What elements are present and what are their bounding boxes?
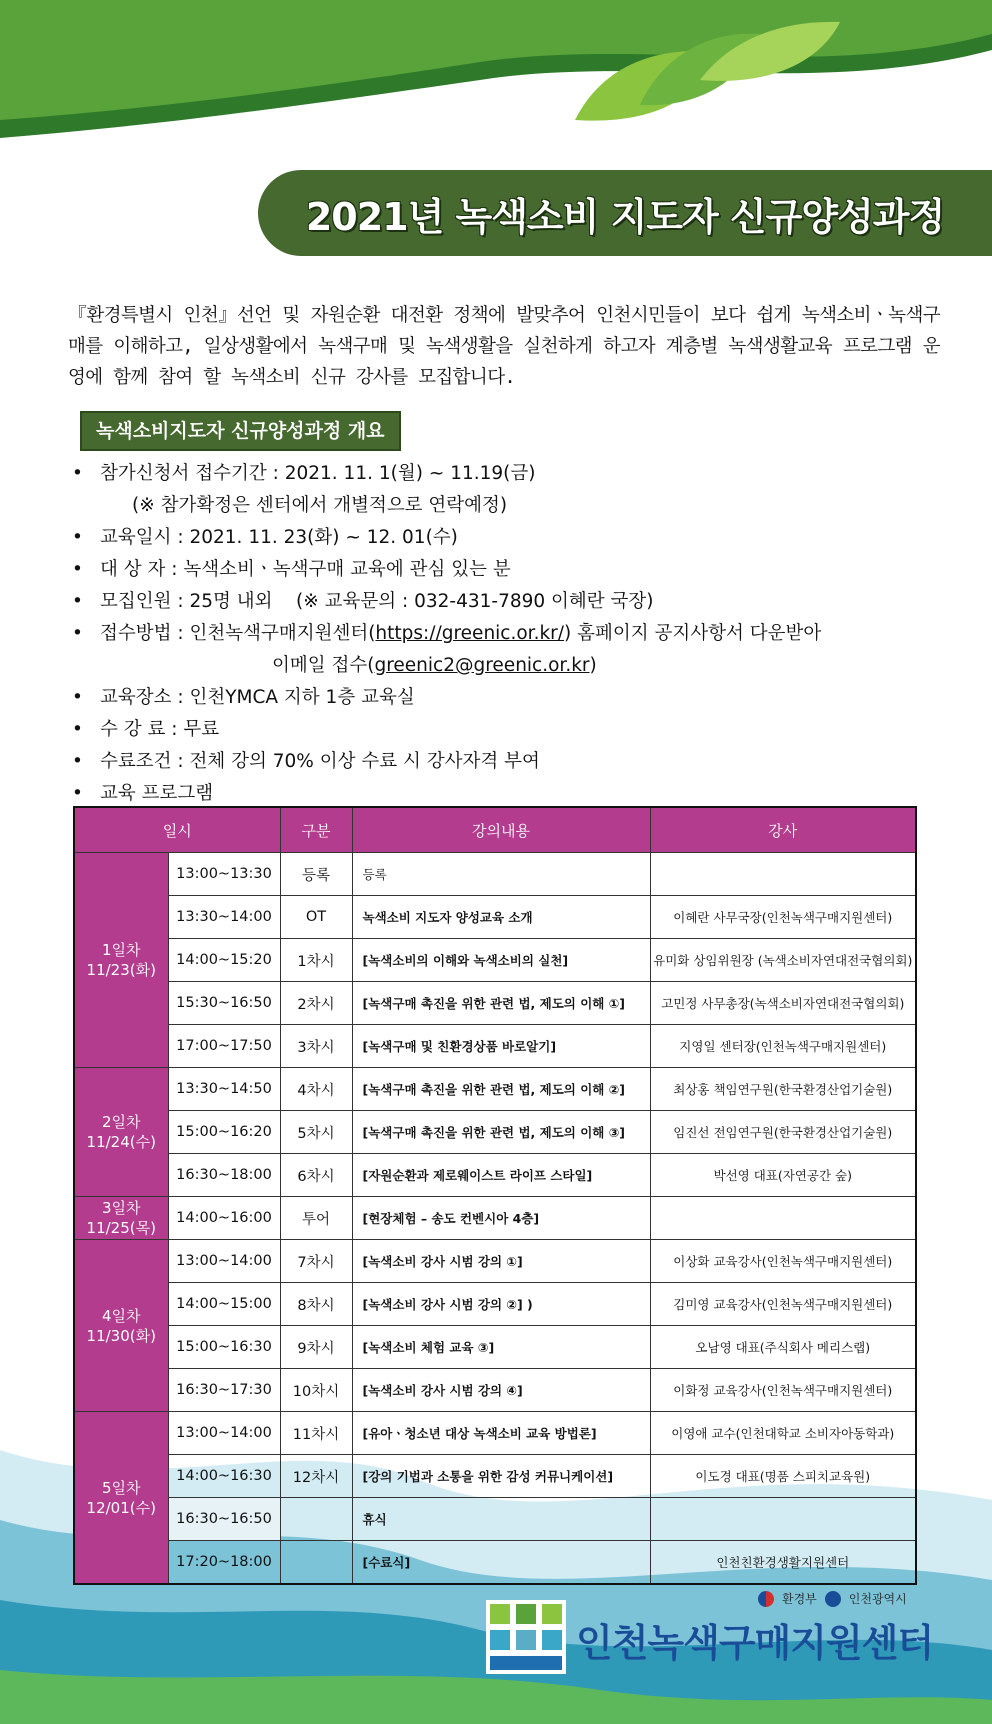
content-cell: 휴식 bbox=[352, 1498, 650, 1541]
email-suffix: ) bbox=[589, 655, 597, 676]
apply-period: 참가신청서 접수기간 : 2021. 11. 1(월) ~ 11.19(금) bbox=[100, 463, 536, 484]
content-cell: [녹색구매 촉진을 위한 관련 법, 제도의 이해 ②] bbox=[352, 1068, 650, 1111]
table-row bbox=[74, 1111, 916, 1154]
completion: 수료조건 : 전체 강의 70% 이상 수료 시 강사자격 부여 bbox=[100, 751, 540, 772]
list-item bbox=[68, 522, 948, 554]
day-cell bbox=[74, 1068, 168, 1197]
day-cell bbox=[74, 1240, 168, 1412]
org-logo-icon bbox=[486, 1600, 566, 1674]
bullet-icon: • bbox=[72, 751, 83, 772]
content-cell: [녹색구매 및 친환경상품 바로알기] bbox=[352, 1025, 650, 1068]
session-cell: 2차시 bbox=[280, 982, 352, 1025]
email-prefix: 이메일 접수( bbox=[272, 655, 375, 676]
instructor-cell: 고민정 사무총장(녹색소비자연대전국협의회) bbox=[650, 982, 916, 1025]
time-cell: 13:00~14:00 bbox=[168, 1240, 280, 1283]
instructor-cell bbox=[650, 853, 916, 896]
day-cell bbox=[74, 1412, 168, 1585]
day-date: 11/30(화) bbox=[86, 1326, 156, 1345]
table-row bbox=[74, 1240, 916, 1283]
session-cell bbox=[280, 1541, 352, 1585]
partner-city: 인천광역시 bbox=[848, 1592, 907, 1606]
header-instructor: 강사 bbox=[650, 807, 916, 853]
day-label: 4일차 bbox=[101, 1306, 141, 1325]
time-cell: 14:00~16:30 bbox=[168, 1455, 280, 1498]
instructor-cell: 이도경 대표(명품 스피치교육원) bbox=[650, 1455, 916, 1498]
content-cell: 녹색소비 지도자 양성교육 소개 bbox=[352, 896, 650, 939]
instructor-cell: 지영일 센터장(인천녹색구매지원센터) bbox=[650, 1025, 916, 1068]
content-cell: [녹색소비의 이해와 녹색소비의 실천] bbox=[352, 939, 650, 982]
content-cell: [녹색소비 강사 시범 강의 ①] bbox=[352, 1240, 650, 1283]
time-cell: 13:00~14:00 bbox=[168, 1412, 280, 1455]
day-date: 11/23(화) bbox=[86, 961, 156, 979]
time-cell: 15:30~16:50 bbox=[168, 982, 280, 1025]
content-cell: [수료식] bbox=[352, 1541, 650, 1585]
content-cell: [자원순환과 제로웨이스트 라이프 스타일] bbox=[352, 1154, 650, 1197]
table-row bbox=[74, 1154, 916, 1197]
day-date: 12/01(수) bbox=[86, 1498, 156, 1517]
list-item bbox=[68, 618, 948, 682]
overview-heading: 녹색소비지도자 신규양성과정 개요 bbox=[80, 411, 401, 451]
time-cell: 14:00~16:00 bbox=[168, 1197, 280, 1240]
content-cell: [녹색구매 촉진을 위한 관련 법, 제도의 이해 ③] bbox=[352, 1111, 650, 1154]
instructor-cell: 최상홍 책임연구원(한국환경산업기술원) bbox=[650, 1068, 916, 1111]
list-item bbox=[68, 714, 948, 746]
instructor-cell: 인천친환경생활지원센터 bbox=[650, 1541, 916, 1585]
time-cell: 16:30~16:50 bbox=[168, 1498, 280, 1541]
table-row bbox=[74, 939, 916, 982]
session-cell: 7차시 bbox=[280, 1240, 352, 1283]
info-list bbox=[68, 458, 948, 810]
edu-date: 교육일시 : 2021. 11. 23(화) ~ 12. 01(수) bbox=[100, 527, 458, 548]
table-row bbox=[74, 1068, 916, 1111]
table-row bbox=[74, 1025, 916, 1068]
instructor-cell: 이혜란 사무국장(인천녹색구매지원센터) bbox=[650, 896, 916, 939]
table-row bbox=[74, 1498, 916, 1541]
table-row bbox=[74, 1369, 916, 1412]
day-date: 11/24(수) bbox=[86, 1133, 156, 1151]
instructor-cell: 오남영 대표(주식회사 메리스랩) bbox=[650, 1326, 916, 1369]
table-row bbox=[74, 1412, 916, 1455]
instructor-cell: 김미영 교육강사(인천녹색구매지원센터) bbox=[650, 1283, 916, 1326]
table-row bbox=[74, 1197, 916, 1240]
session-cell: 6차시 bbox=[280, 1154, 352, 1197]
instructor-cell: 이상화 교육강사(인천녹색구매지원센터) bbox=[650, 1240, 916, 1283]
session-cell bbox=[280, 1498, 352, 1541]
day-label: 5일차 bbox=[101, 1478, 141, 1497]
intro-paragraph: 『환경특별시 인천』선언 및 자원순환 대전환 정책에 발맞추어 인천시민들이 보다 쉽게 녹색소비ㆍ녹색구매를 이해하고, 일상생활에서 녹색구매 및 녹색생활을 실천하게 하고자 계층별 녹색생활교육 프로그램 운영에 함께 참여 할 녹색소비 신규 강사를 모집합니다. bbox=[68, 305, 940, 388]
instructor-cell: 박선영 대표(자연공간 숲) bbox=[650, 1154, 916, 1197]
bullet-icon: • bbox=[72, 527, 83, 548]
table-header-row bbox=[74, 807, 916, 853]
instructor-cell: 임진선 전임연구원(한국환경산업기술원) bbox=[650, 1111, 916, 1154]
day-cell bbox=[74, 853, 168, 1068]
taegeuk-icon bbox=[758, 1591, 774, 1607]
session-cell: 1차시 bbox=[280, 939, 352, 982]
content-cell: [현장체험 – 송도 컨벤시아 4층] bbox=[352, 1197, 650, 1240]
target: 대 상 자 : 녹색소비ㆍ녹색구매 교육에 관심 있는 분 bbox=[100, 559, 511, 580]
table-row bbox=[74, 982, 916, 1025]
method-suffix: ) 홈페이지 공지사항서 다운받아 bbox=[564, 623, 822, 644]
day-label: 2일차 bbox=[101, 1113, 141, 1131]
table-row bbox=[74, 1541, 916, 1585]
method-prefix: 접수방법 : 인천녹색구매지원센터( bbox=[100, 623, 376, 644]
apply-note: (※ 참가확정은 센터에서 개별적으로 연락예정) bbox=[132, 495, 508, 516]
session-cell: 12차시 bbox=[280, 1455, 352, 1498]
org-name: 인천녹색구매지원센터 bbox=[576, 1621, 934, 1665]
content-cell: [강의 기법과 소통을 위한 감성 커뮤니케이션] bbox=[352, 1455, 650, 1498]
content-cell: [녹색소비 강사 시범 강의 ④] bbox=[352, 1369, 650, 1412]
time-cell: 16:30~18:00 bbox=[168, 1154, 280, 1197]
bullet-icon: • bbox=[72, 623, 83, 644]
fee: 수 강 료 : 무료 bbox=[100, 719, 220, 740]
day-date: 11/25(목) bbox=[86, 1219, 156, 1237]
session-cell: 9차시 bbox=[280, 1326, 352, 1369]
content-cell: [녹색소비 체험 교육 ③] bbox=[352, 1326, 650, 1369]
homepage-link[interactable]: https://greenic.or.kr/ bbox=[375, 623, 565, 644]
session-cell: 11차시 bbox=[280, 1412, 352, 1455]
bullet-icon: • bbox=[72, 559, 83, 580]
time-cell: 13:00~13:30 bbox=[168, 853, 280, 896]
header-datetime: 일시 bbox=[74, 807, 280, 853]
instructor-cell: 이영애 교수(인천대학교 소비자아동학과) bbox=[650, 1412, 916, 1455]
session-cell: 3차시 bbox=[280, 1025, 352, 1068]
bullet-icon: • bbox=[72, 591, 83, 612]
bullet-icon: • bbox=[72, 783, 83, 804]
partner-logos bbox=[758, 1590, 907, 1607]
time-cell: 13:30~14:50 bbox=[168, 1068, 280, 1111]
list-item bbox=[68, 586, 948, 618]
session-cell: 8차시 bbox=[280, 1283, 352, 1326]
instructor-cell bbox=[650, 1197, 916, 1240]
session-cell: 5차시 bbox=[280, 1111, 352, 1154]
email-line bbox=[100, 650, 948, 682]
partner-ministry: 환경부 bbox=[782, 1592, 817, 1606]
table-row bbox=[74, 1455, 916, 1498]
content-cell: [유아ㆍ청소년 대상 녹색소비 교육 방법론] bbox=[352, 1412, 650, 1455]
session-cell: 투어 bbox=[280, 1197, 352, 1240]
recruit: 모집인원 : 25명 내외 (※ 교육문의 : 032-431-7890 이혜란 국장) bbox=[100, 591, 654, 612]
table-row bbox=[74, 1283, 916, 1326]
day-label: 3일차 bbox=[101, 1199, 141, 1217]
instructor-cell: 이화정 교육강사(인천녹색구매지원센터) bbox=[650, 1369, 916, 1412]
time-cell: 14:00~15:00 bbox=[168, 1283, 280, 1326]
table-row bbox=[74, 853, 916, 896]
time-cell: 17:20~18:00 bbox=[168, 1541, 280, 1585]
day-label: 1일차 bbox=[101, 941, 141, 959]
table-row bbox=[74, 1326, 916, 1369]
title-banner bbox=[258, 170, 992, 256]
time-cell: 14:00~15:20 bbox=[168, 939, 280, 982]
time-cell: 15:00~16:20 bbox=[168, 1111, 280, 1154]
instructor-cell bbox=[650, 1498, 916, 1541]
list-item bbox=[68, 682, 948, 714]
incheon-city-icon bbox=[825, 1591, 841, 1607]
bullet-icon: • bbox=[72, 719, 83, 740]
list-item bbox=[68, 554, 948, 586]
time-cell: 15:00~16:30 bbox=[168, 1326, 280, 1369]
content-cell: 등록 bbox=[352, 853, 650, 896]
email-link[interactable]: greenic2@greenic.or.kr bbox=[374, 655, 590, 676]
list-item bbox=[68, 746, 948, 778]
time-cell: 16:30~17:30 bbox=[168, 1369, 280, 1412]
bullet-icon: • bbox=[72, 687, 83, 708]
page-title: 2021년 녹색소비 지도자 신규양성과정 bbox=[305, 194, 945, 239]
table-row bbox=[74, 896, 916, 939]
session-cell: OT bbox=[280, 896, 352, 939]
content-cell: [녹색소비 강사 시범 강의 ②] ) bbox=[352, 1283, 650, 1326]
place: 교육장소 : 인천YMCA 지하 1층 교육실 bbox=[100, 687, 415, 708]
content-cell: [녹색구매 촉진을 위한 관련 법, 제도의 이해 ①] bbox=[352, 982, 650, 1025]
header-session: 구분 bbox=[280, 807, 352, 853]
day-cell bbox=[74, 1197, 168, 1240]
time-cell: 17:00~17:50 bbox=[168, 1025, 280, 1068]
list-item bbox=[68, 458, 948, 522]
session-cell: 4차시 bbox=[280, 1068, 352, 1111]
top-leaf-wave-decoration bbox=[0, 0, 992, 160]
time-cell: 13:30~14:00 bbox=[168, 896, 280, 939]
schedule-table bbox=[73, 806, 917, 1585]
program-label: 교육 프로그램 bbox=[100, 783, 214, 804]
session-cell: 등록 bbox=[280, 853, 352, 896]
bullet-icon: • bbox=[72, 463, 83, 484]
header-content: 강의내용 bbox=[352, 807, 650, 853]
session-cell: 10차시 bbox=[280, 1369, 352, 1412]
instructor-cell: 유미화 상임위원장 (녹색소비자연대전국협의회) bbox=[650, 939, 916, 982]
